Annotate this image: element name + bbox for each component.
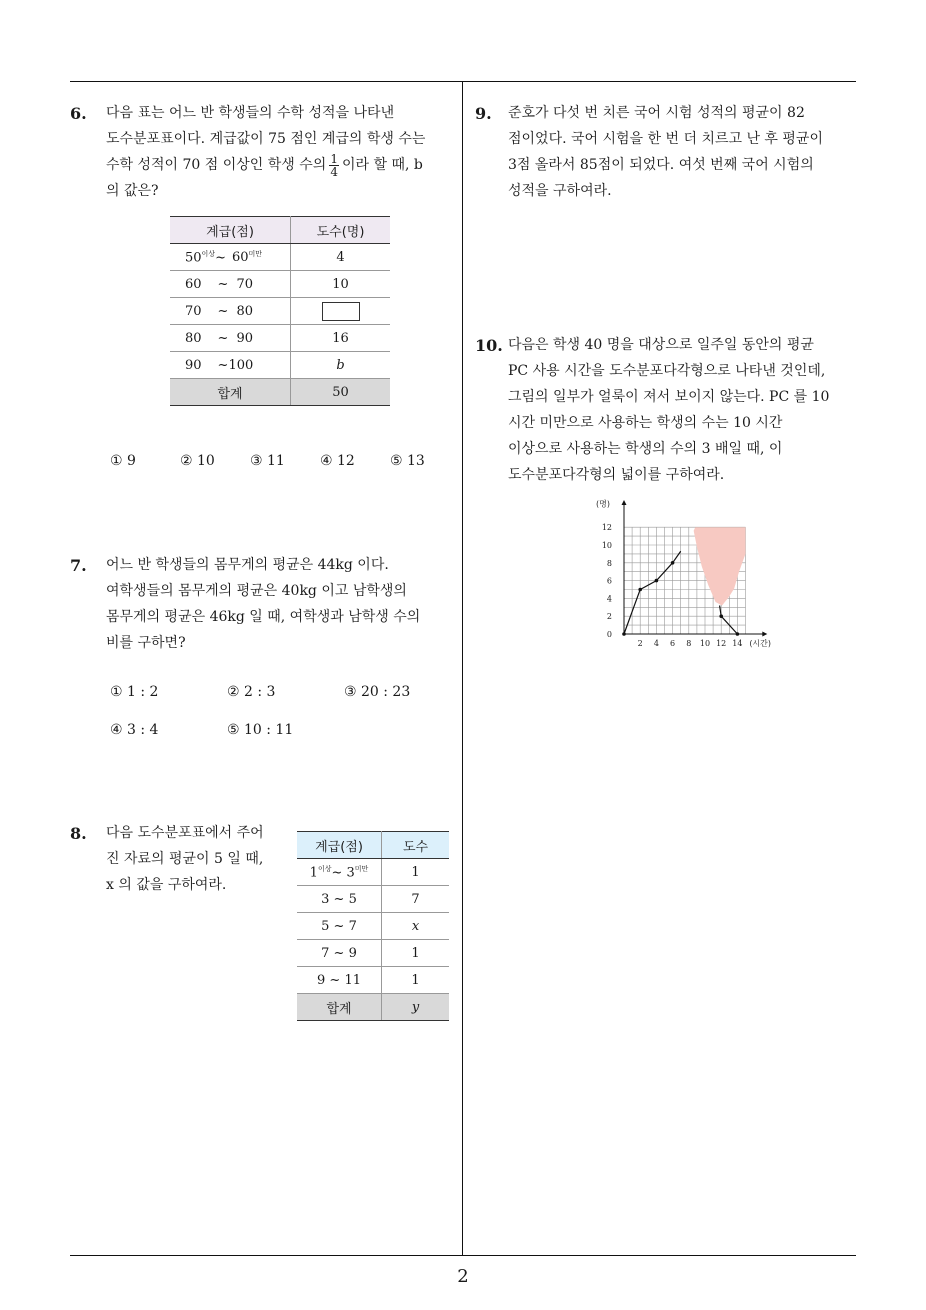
frequency-cell: 1 (382, 859, 450, 886)
range-from: 90 (185, 357, 202, 373)
q8-line: x 의 값을 구하여라. (106, 877, 227, 893)
q6-line (106, 152, 425, 178)
class-range (170, 271, 291, 298)
q10-line: PC 사용 시간을 도수분포다각형으로 나타낸 것인데, (508, 363, 826, 379)
q9-line: 준호가 다섯 번 치른 국어 시험 성적의 평균이 82 (508, 105, 805, 121)
x-tick-label: 8 (686, 639, 692, 648)
table-row (170, 325, 390, 352)
data-point (655, 579, 659, 583)
frequency-cell: 10 (291, 271, 391, 298)
class-range (297, 886, 382, 913)
range-to: 11 (344, 972, 361, 988)
range-to: 70 (236, 276, 253, 292)
range-sep: ~ (331, 865, 343, 881)
x-axis-label: (시간) (749, 639, 772, 648)
q7-text (106, 552, 420, 656)
y-tick-label: 2 (606, 612, 612, 622)
range-to: 7 (348, 918, 357, 934)
q6-line: 의 값은? (106, 183, 159, 199)
q10-text (508, 332, 829, 488)
q7-number: 7. (70, 556, 87, 575)
range-sep: ~ (217, 357, 229, 373)
q6-line: 다음 표는 어느 반 학생들의 수학 성적을 나타낸 (106, 105, 395, 121)
q8-line: 다음 도수분포표에서 주어 (106, 825, 264, 841)
class-range (297, 859, 382, 886)
q8-text (106, 820, 264, 898)
range-sup: 미만 (248, 249, 263, 258)
x-tick-label: 14 (732, 639, 743, 648)
ink-stain (694, 527, 746, 605)
range-from: 7 (321, 945, 330, 961)
x-axis-arrow (762, 632, 767, 637)
header-frequency: 도수(명) (291, 217, 391, 244)
q6-number: 6. (70, 104, 87, 123)
range-sep: ~ (333, 918, 345, 934)
range-to: 90 (236, 330, 253, 346)
q10-line: 시간 미만으로 사용하는 학생의 수는 10 시간 (508, 415, 783, 431)
y-tick-label: 8 (606, 558, 612, 568)
range-sup: 이상 (201, 249, 216, 258)
y-tick-label: 10 (601, 541, 612, 550)
header-class: 계급(점) (170, 217, 291, 244)
y-tick-label: 4 (606, 594, 612, 604)
table-row (170, 244, 390, 271)
class-range (170, 325, 291, 352)
q7-choice-2[interactable]: ② 2 : 3 (227, 684, 276, 700)
q10-number: 10. (475, 336, 503, 355)
q7-line: 비를 구하면? (106, 635, 186, 651)
range-from: 60 (185, 276, 202, 292)
class-range (170, 298, 291, 325)
y-tick-label: 0 (606, 630, 612, 639)
y-tick-label: 6 (606, 576, 612, 586)
answer-blank-box (322, 302, 360, 321)
q6-choice-2[interactable]: ② 10 (180, 453, 215, 469)
q6-frequency-table (170, 216, 390, 406)
class-range (170, 244, 291, 271)
range-from: 3 (321, 891, 330, 907)
q8-line: 진 자료의 평균이 5 일 때, (106, 851, 264, 867)
x-tick-label: 6 (670, 639, 676, 648)
table-row (297, 859, 449, 886)
range-sep: ~ (333, 945, 345, 961)
total-value: y (382, 994, 450, 1021)
frequency-cell: b (291, 352, 391, 379)
frequency-cell: 4 (291, 244, 391, 271)
frequency-cell: x (382, 913, 450, 940)
q7-choice-1[interactable]: ① 1 : 2 (110, 684, 159, 700)
q8-number: 8. (70, 824, 87, 843)
data-point (736, 632, 740, 636)
table-row (170, 352, 390, 379)
table-row (297, 967, 449, 994)
range-sup: 이상 (317, 864, 332, 873)
table-row (170, 271, 390, 298)
total-row (170, 379, 390, 406)
q6-line3-after: 이라 할 때, b (341, 157, 423, 173)
range-from: 9 (316, 972, 326, 988)
header-frequency: 도수 (382, 832, 450, 859)
frequency-cell: 7 (382, 886, 450, 913)
q7-line: 여학생들의 몸무게의 평균은 40kg 이고 남학생의 (106, 583, 407, 599)
range-sup: 미만 (354, 864, 369, 873)
q6-choice-1[interactable]: ① 9 (110, 453, 136, 469)
q8-frequency-table (297, 831, 449, 1021)
top-rule (70, 81, 856, 82)
range-sep: ~ (215, 250, 226, 266)
data-point (638, 588, 642, 592)
table-row (297, 886, 449, 913)
class-range (170, 352, 291, 379)
q9-line: 성적을 구하여라. (508, 183, 612, 199)
total-label: 합계 (297, 994, 382, 1021)
range-from: 1 (309, 865, 318, 881)
table-row (170, 298, 390, 325)
total-value: 50 (291, 379, 391, 406)
q9-line: 점이었다. 국어 시험을 한 번 더 치르고 난 후 평균이 (508, 131, 823, 147)
range-sep: ~ (333, 891, 345, 907)
range-sep: ~ (217, 330, 229, 346)
x-tick-label: 12 (716, 639, 727, 648)
range-from: 50 (185, 250, 202, 266)
q6-choice-3[interactable]: ③ 11 (250, 453, 285, 469)
q7-choice-4[interactable]: ④ 3 : 4 (110, 722, 159, 738)
range-to: 80 (236, 303, 253, 319)
q7-choice-3[interactable]: ③ 20 : 23 (344, 684, 411, 700)
q10-line: 도수분포다각형의 넓이를 구하여라. (508, 467, 725, 483)
q10-line: 이상으로 사용하는 학생의 수의 3 배일 때, 이 (508, 441, 783, 457)
total-row (297, 994, 449, 1021)
y-axis-label: (명) (596, 499, 610, 509)
frequency-cell: 16 (291, 325, 391, 352)
q6-line3-before: 수학 성적이 70 점 이상인 학생 수의 (106, 157, 327, 173)
x-tick-label: 2 (637, 639, 643, 648)
range-from: 70 (185, 303, 202, 319)
q6-text (106, 100, 425, 204)
column-divider (462, 82, 463, 1255)
q7-line: 몸무게의 평균은 46kg 일 때, 여학생과 남학생 수의 (106, 609, 421, 625)
range-to: 9 (348, 945, 357, 961)
range-from: 80 (185, 330, 202, 346)
class-range (297, 967, 382, 994)
q10-line: 다음은 학생 40 명을 대상으로 일주일 동안의 평균 (508, 337, 814, 353)
q9-text (508, 100, 823, 204)
q7-choice-5[interactable]: ⑤ 10 : 11 (227, 722, 294, 738)
header-class: 계급(점) (297, 832, 382, 859)
range-sep: ~ (217, 276, 229, 292)
frequency-cell: 1 (382, 940, 450, 967)
range-sep: ~ (329, 972, 341, 988)
table-row (297, 940, 449, 967)
q10-frequency-polygon-chart (590, 498, 780, 658)
class-range (297, 940, 382, 967)
q6-line: 도수분포표이다. 계급값이 75 점인 계급의 학생 수는 (106, 131, 426, 147)
fraction-numerator: 1 (330, 151, 338, 166)
range-to: 3 (346, 865, 355, 881)
frequency-cell: 1 (382, 967, 450, 994)
y-axis-arrow (622, 500, 627, 505)
range-to: 60 (231, 250, 249, 266)
q7-line: 어느 반 학생들의 몸무게의 평균은 44kg 이다. (106, 557, 389, 573)
q6-choice-4[interactable]: ④ 12 (320, 453, 355, 469)
q9-number: 9. (475, 104, 492, 123)
total-label: 합계 (170, 379, 291, 406)
table-row (297, 913, 449, 940)
frequency-blank-cell (291, 298, 391, 325)
series-line-fragment (673, 551, 681, 563)
bottom-rule (70, 1255, 856, 1256)
x-tick-label: 4 (653, 639, 659, 648)
class-range (297, 913, 382, 940)
fraction-denominator: 4 (330, 164, 338, 179)
q6-choice-5[interactable]: ⑤ 13 (390, 453, 425, 469)
range-from: 5 (321, 918, 330, 934)
range-to: 5 (348, 891, 357, 907)
q9-line: 3점 올라서 85점이 되었다. 여섯 번째 국어 시험의 (508, 157, 814, 173)
x-tick-label: 10 (699, 639, 711, 648)
range-sep: ~ (217, 303, 229, 319)
y-tick-label: 12 (601, 523, 612, 533)
q10-line: 그림의 일부가 얼룩이 져서 보이지 않는다. PC 를 10 (508, 389, 830, 405)
page-number: 2 (457, 1266, 469, 1287)
fraction (329, 153, 339, 178)
data-point (622, 632, 626, 636)
range-to: 100 (228, 357, 254, 373)
